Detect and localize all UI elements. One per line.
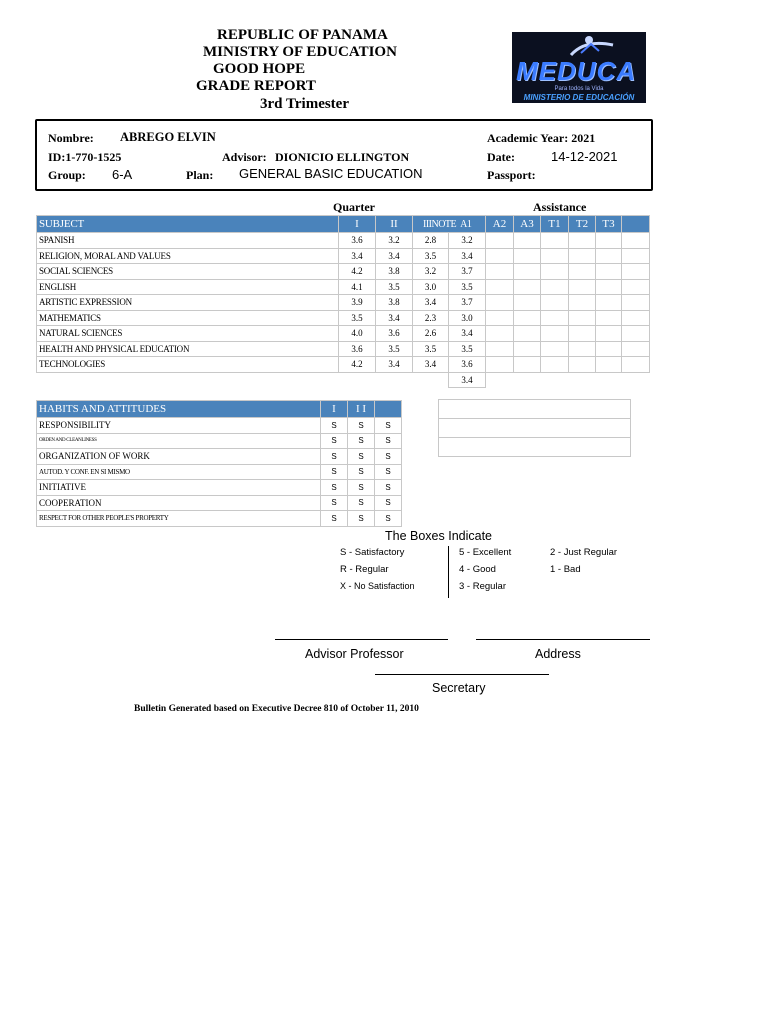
legend-item: 5 - Excellent — [459, 547, 512, 558]
grade-a3 — [514, 264, 541, 280]
grade-a3 — [514, 279, 541, 295]
grade-a2 — [486, 264, 514, 280]
col-q3-note-label: IIINOTE — [423, 218, 457, 230]
col-q1: I — [339, 216, 376, 233]
plan-value: GENERAL BASIC EDUCATION — [239, 166, 423, 181]
grade-subject: ENGLISH — [37, 279, 339, 295]
secretary-signature-line — [375, 674, 549, 675]
grade-extra — [622, 279, 650, 295]
meduca-logo — [512, 32, 646, 103]
col-t2: T2 — [569, 216, 596, 233]
legend-item: 3 - Regular — [459, 581, 506, 592]
grade-q2: 3.6 — [376, 326, 413, 342]
group-value: 6-A — [112, 167, 133, 182]
grade-q2: 3.4 — [376, 357, 413, 373]
grade-t3 — [596, 295, 622, 311]
student-id: ID:1-770-1525 — [48, 150, 122, 164]
grade-q1: 3.4 — [339, 248, 376, 264]
habit-mark: S — [321, 464, 348, 480]
advisor-signature-label: Advisor Professor — [305, 647, 404, 661]
grade-q1: 3.9 — [339, 295, 376, 311]
grade-q1: 3.6 — [339, 341, 376, 357]
habit-mark: S — [348, 418, 375, 434]
grade-row — [37, 248, 650, 264]
grade-a3 — [514, 295, 541, 311]
grade-q1: 4.0 — [339, 326, 376, 342]
habit-mark: S — [375, 418, 402, 434]
grade-t3 — [596, 357, 622, 373]
grade-t2 — [569, 248, 596, 264]
col-q3-note — [413, 216, 486, 233]
col-habits-ii: I I — [348, 401, 375, 418]
grade-a2 — [486, 341, 514, 357]
assistance-label: Assistance — [533, 200, 587, 214]
grade-q3: 3.0 — [413, 279, 449, 295]
grade-note: 3.4 — [449, 248, 486, 264]
legend-item: 1 - Bad — [550, 564, 581, 575]
notes-cell — [439, 400, 631, 419]
logo-tagline: Para todos la Vida — [554, 86, 604, 92]
habit-mark: S — [321, 511, 348, 527]
habit-mark: S — [321, 449, 348, 465]
legend-divider — [448, 546, 449, 598]
grade-row — [37, 341, 650, 357]
habit-mark: S — [348, 480, 375, 496]
grade-t2 — [569, 264, 596, 280]
grade-q1: 4.2 — [339, 357, 376, 373]
legend-item: 4 - Good — [459, 564, 496, 575]
col-habits: HABITS AND ATTITUDES — [37, 401, 321, 418]
grade-q3: 3.2 — [413, 264, 449, 280]
habit-mark: S — [348, 464, 375, 480]
habit-mark: S — [375, 511, 402, 527]
legend-title: The Boxes Indicate — [385, 529, 493, 543]
grade-t2 — [569, 326, 596, 342]
grade-subject: MATHEMATICS — [37, 310, 339, 326]
col-t1: T1 — [541, 216, 569, 233]
habit-label: AUTOD. Y CONF. EN SI MISMO — [37, 464, 321, 480]
grade-t3 — [596, 341, 622, 357]
header-trimester: 3rd Trimester — [260, 96, 349, 112]
grade-extra — [622, 248, 650, 264]
date-value: 14-12-2021 — [551, 149, 618, 164]
grade-a2 — [486, 357, 514, 373]
grades-table — [36, 215, 650, 388]
header-school: GOOD HOPE — [213, 61, 306, 77]
grade-q3: 2.6 — [413, 326, 449, 342]
grade-row — [37, 264, 650, 280]
habit-label: RESPECT FOR OTHER PEOPLE'S PROPERTY — [37, 511, 321, 527]
habit-row — [37, 449, 402, 465]
header-report-title: GRADE REPORT — [196, 78, 316, 94]
habit-label: RESPONSIBILITY — [37, 418, 321, 434]
grade-q2: 3.4 — [376, 310, 413, 326]
habit-mark: S — [375, 480, 402, 496]
grade-row — [37, 310, 650, 326]
name-label: Nombre: — [48, 131, 94, 145]
grade-extra — [622, 264, 650, 280]
habit-label: ORDEN AND CLEANLINESS — [37, 433, 321, 449]
empty-notes-box — [438, 399, 631, 457]
grade-a3 — [514, 326, 541, 342]
grade-note: 3.6 — [449, 357, 486, 373]
grade-a2 — [486, 248, 514, 264]
grade-q3: 3.5 — [413, 248, 449, 264]
header-ministry: MINISTRY OF EDUCATION — [203, 44, 397, 60]
habit-mark: S — [375, 449, 402, 465]
grade-t3 — [596, 310, 622, 326]
grade-subject: TECHNOLOGIES — [37, 357, 339, 373]
col-habits-iii — [375, 401, 402, 418]
person-icon — [567, 35, 617, 57]
grade-subject: RELIGION, MORAL AND VALUES — [37, 248, 339, 264]
address-signature-label: Address — [535, 647, 581, 661]
col-q2: II — [376, 216, 413, 233]
grade-subject: HEALTH AND PHYSICAL EDUCATION — [37, 341, 339, 357]
habit-row — [37, 511, 402, 527]
grade-q3: 3.5 — [413, 341, 449, 357]
grade-note: 3.7 — [449, 295, 486, 311]
habit-mark: S — [321, 495, 348, 511]
notes-cell — [439, 438, 631, 457]
group-label: Group: — [48, 168, 86, 182]
col-habits-i: I — [321, 401, 348, 418]
grade-t1 — [541, 326, 569, 342]
grade-row — [37, 233, 650, 249]
habit-mark: S — [348, 495, 375, 511]
grade-a3 — [514, 357, 541, 373]
final-average: 3.4 — [449, 372, 486, 388]
grade-row — [37, 279, 650, 295]
habit-row — [37, 433, 402, 449]
grade-a2 — [486, 310, 514, 326]
grade-a2 — [486, 279, 514, 295]
habit-mark: S — [375, 464, 402, 480]
grade-t2 — [569, 295, 596, 311]
grade-t2 — [569, 341, 596, 357]
grade-row — [37, 357, 650, 373]
habit-mark: S — [321, 433, 348, 449]
grade-t1 — [541, 233, 569, 249]
grade-q2: 3.8 — [376, 264, 413, 280]
logo-ministry: MINISTERIO DE EDUCACIÓN — [523, 93, 635, 102]
advisor-label: Advisor: — [222, 150, 267, 164]
grade-q2: 3.4 — [376, 248, 413, 264]
grade-q1: 4.2 — [339, 264, 376, 280]
grade-t1 — [541, 341, 569, 357]
grade-note: 3.5 — [449, 341, 486, 357]
academic-year: Academic Year: 2021 — [487, 131, 596, 145]
grade-t1 — [541, 248, 569, 264]
grade-t2 — [569, 357, 596, 373]
grade-subject: SPANISH — [37, 233, 339, 249]
grade-a2 — [486, 295, 514, 311]
grade-q1: 3.6 — [339, 233, 376, 249]
notes-cell — [439, 419, 631, 438]
grade-q3: 3.4 — [413, 357, 449, 373]
habit-mark: S — [375, 495, 402, 511]
quarter-label: Quarter — [333, 200, 375, 214]
grades-header-row — [37, 216, 650, 233]
grade-subject: ARTISTIC EXPRESSION — [37, 295, 339, 311]
col-a1: A1 — [460, 218, 472, 230]
grade-a3 — [514, 233, 541, 249]
habit-label: COOPERATION — [37, 495, 321, 511]
grade-q3: 3.4 — [413, 295, 449, 311]
col-subject: SUBJECT — [37, 216, 339, 233]
grade-t3 — [596, 248, 622, 264]
grade-row — [37, 326, 650, 342]
grade-a3 — [514, 248, 541, 264]
passport-label: Passport: — [487, 168, 536, 182]
grade-t3 — [596, 279, 622, 295]
habit-mark: S — [321, 418, 348, 434]
grade-extra — [622, 310, 650, 326]
habit-mark: S — [348, 449, 375, 465]
habit-mark: S — [348, 433, 375, 449]
grade-extra — [622, 357, 650, 373]
grade-note: 3.5 — [449, 279, 486, 295]
grade-t3 — [596, 326, 622, 342]
habit-row — [37, 480, 402, 496]
grade-a2 — [486, 233, 514, 249]
col-extra — [622, 216, 650, 233]
habit-label: INITIATIVE — [37, 480, 321, 496]
col-a2: A2 — [486, 216, 514, 233]
grade-t2 — [569, 233, 596, 249]
grade-extra — [622, 295, 650, 311]
grade-note: 3.7 — [449, 264, 486, 280]
grade-a3 — [514, 341, 541, 357]
habits-header-row — [37, 401, 402, 418]
col-t3: T3 — [596, 216, 622, 233]
logo-wordmark: MEDUCA — [516, 56, 637, 86]
grade-t3 — [596, 264, 622, 280]
legend-item: X - No Satisfaction — [340, 581, 415, 591]
habit-mark: S — [348, 511, 375, 527]
habit-mark: S — [321, 480, 348, 496]
student-name: ABREGO ELVIN — [120, 130, 216, 144]
grade-note: 3.2 — [449, 233, 486, 249]
grade-extra — [622, 326, 650, 342]
col-a3: A3 — [514, 216, 541, 233]
habits-table — [36, 400, 402, 527]
grade-t1 — [541, 310, 569, 326]
grade-t3 — [596, 233, 622, 249]
advisor-signature-line — [275, 639, 448, 640]
legend-item: R - Regular — [340, 564, 389, 575]
legend-item: S - Satisfactory — [340, 547, 405, 558]
grade-subject: NATURAL SCIENCES — [37, 326, 339, 342]
grade-q2: 3.5 — [376, 279, 413, 295]
grade-t2 — [569, 279, 596, 295]
grade-t1 — [541, 357, 569, 373]
habit-row — [37, 418, 402, 434]
grade-t1 — [541, 295, 569, 311]
grade-a3 — [514, 310, 541, 326]
advisor-name: DIONICIO ELLINGTON — [275, 150, 410, 164]
grade-t1 — [541, 279, 569, 295]
grade-subject: SOCIAL SCIENCES — [37, 264, 339, 280]
grade-q3: 2.8 — [413, 233, 449, 249]
grade-q1: 3.5 — [339, 310, 376, 326]
secretary-signature-label: Secretary — [432, 681, 486, 695]
grade-q3: 2.3 — [413, 310, 449, 326]
grade-note: 3.4 — [449, 326, 486, 342]
grade-t1 — [541, 264, 569, 280]
date-label: Date: — [487, 150, 515, 164]
habit-mark: S — [375, 433, 402, 449]
grade-q1: 4.1 — [339, 279, 376, 295]
final-average-row — [37, 372, 650, 388]
header-republic: REPUBLIC OF PANAMA — [217, 27, 388, 43]
legend-item: 2 - Just Regular — [550, 547, 618, 558]
habit-row — [37, 495, 402, 511]
grade-row — [37, 295, 650, 311]
grade-q2: 3.2 — [376, 233, 413, 249]
grade-a2 — [486, 326, 514, 342]
plan-label: Plan: — [186, 168, 214, 182]
footer-decree: Bulletin Generated based on Executive Decree 810 of October 11, 2010 — [134, 704, 419, 714]
address-signature-line — [476, 639, 650, 640]
grade-extra — [622, 341, 650, 357]
grade-t2 — [569, 310, 596, 326]
grade-q2: 3.5 — [376, 341, 413, 357]
grade-note: 3.0 — [449, 310, 486, 326]
grade-extra — [622, 233, 650, 249]
habit-label: ORGANIZATION OF WORK — [37, 449, 321, 465]
habit-row — [37, 464, 402, 480]
grade-q2: 3.8 — [376, 295, 413, 311]
